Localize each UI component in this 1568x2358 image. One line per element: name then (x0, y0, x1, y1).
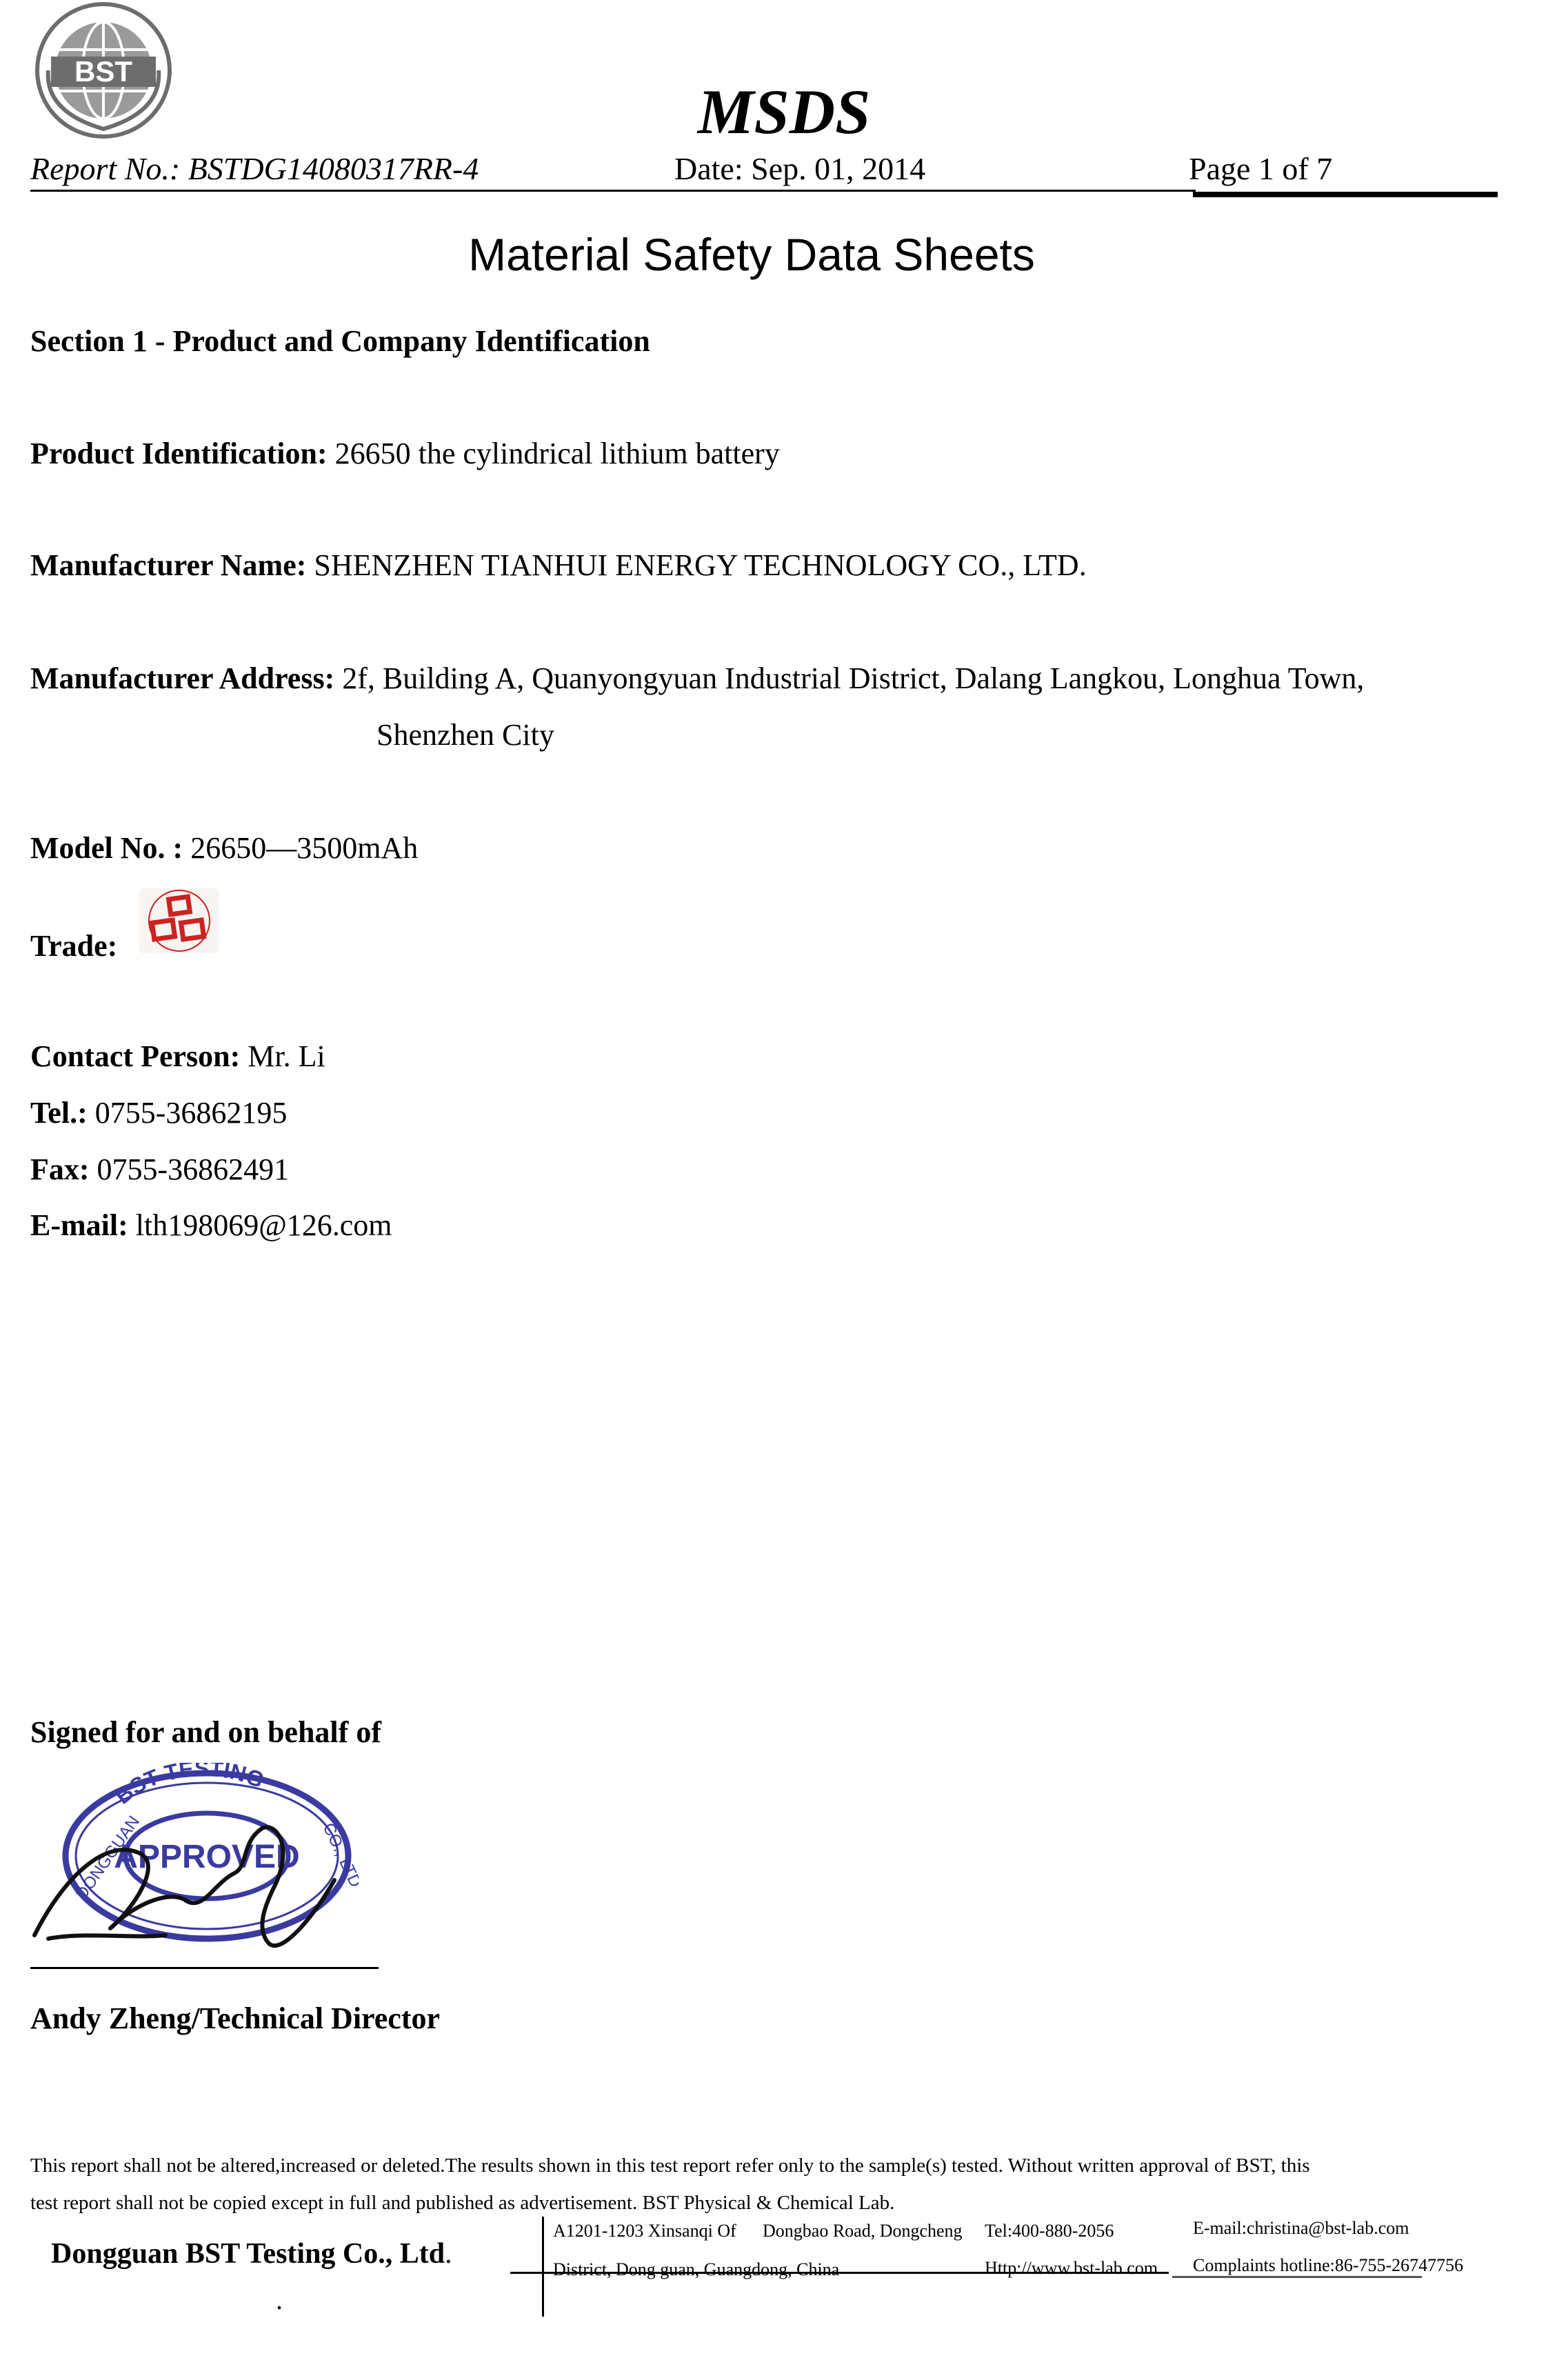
footer-rule-right (1172, 2276, 1422, 2278)
company-period: . (445, 2238, 452, 2270)
section-heading: Section 1 - Product and Company Identification (30, 324, 650, 358)
field-label: Tel.: (30, 1096, 88, 1130)
manufacturer-address (30, 663, 1364, 694)
stamp-top-text: BST TESTING (110, 1763, 268, 1809)
page-number: Page 1 of 7 (1189, 151, 1333, 186)
document-title: Material Safety Data Sheets (468, 229, 1035, 280)
disclaimer-line-1: This report shall not be altered,increased or deleted.The results shown in this test report refer only to the sample(s) tested. Without written approval of BST, this (30, 2155, 1310, 2177)
field-value: 0755-36862491 (97, 1152, 290, 1186)
manufacturer-name (30, 550, 1087, 581)
fax (30, 1152, 290, 1186)
field-value: 26650—3500mAh (190, 831, 419, 865)
field-value: lth198069@126.com (135, 1208, 392, 1242)
field-value: 26650 the cylindrical lithium battery (334, 437, 780, 470)
footer-dot: . (276, 2284, 283, 2315)
email (30, 1210, 392, 1241)
header-rule-thick (1193, 192, 1498, 197)
stamp-left-text: DONGGUAN (72, 1812, 143, 1904)
trade-mark-logo (138, 887, 221, 955)
approved-stamp (28, 1763, 359, 1949)
field-value: 2f, Building A, Quanyongyuan Industrial District, Dalang Langkou, Longhua Town, (342, 661, 1365, 695)
telephone (30, 1098, 287, 1128)
footer-vertical-rule (542, 2217, 544, 2317)
footer-address-2: District, Dong guan, Guangdong, China (553, 2259, 840, 2279)
footer-tel: Tel:400-880-2056 (985, 2221, 1114, 2241)
footer-address-1b: Dongbao Road, Dongcheng (763, 2221, 963, 2241)
signed-for-label: Signed for and on behalf of (30, 1715, 381, 1749)
footer-email: E-mail:christina@bst-lab.com (1193, 2218, 1409, 2238)
signature-line (30, 1967, 379, 1969)
footer-company (51, 2239, 452, 2268)
report-date: Date: Sep. 01, 2014 (674, 151, 926, 186)
stamp-center-text: APPROVED (114, 1839, 300, 1875)
field-value: SHENZHEN TIANHUI ENERGY TECHNOLOGY CO., LTD. (314, 548, 1087, 582)
field-label: Model No. : (30, 831, 183, 865)
stamp-right-text: CO., LTD (319, 1820, 359, 1890)
footer-address-1a: A1201-1203 Xinsanqi Of (553, 2221, 736, 2241)
report-number: Report No.: BSTDG14080317RR-4 (30, 151, 479, 186)
manufacturer-address-line2: Shenzhen City (376, 718, 554, 752)
model-number (30, 833, 418, 863)
field-label: Product Identification: (30, 437, 328, 470)
msds-title: MSDS (697, 77, 871, 147)
header-rule (30, 190, 1196, 192)
contact-person (30, 1041, 325, 1072)
logo-text: BST (74, 55, 132, 88)
field-label: E-mail: (30, 1208, 128, 1242)
svg-text:BST TESTING (110, 1763, 268, 1809)
field-value: Mr. Li (248, 1039, 325, 1073)
disclaimer-line-2: test report shall not be copied except in full and published as advertisement. BST Physical & Chemical Lab. (30, 2192, 895, 2214)
field-value: 0755-36862195 (94, 1096, 288, 1130)
field-label: Fax: (30, 1152, 90, 1186)
field-label: Manufacturer Name: (30, 548, 307, 582)
footer-hotline: Complaints hotline:86-755-26747756 (1193, 2255, 1464, 2275)
field-label: Contact Person: (30, 1039, 241, 1073)
product-identification (30, 439, 780, 469)
field-label: Manufacturer Address: (30, 661, 335, 695)
company-name: Dongguan BST Testing Co., Ltd (51, 2238, 445, 2270)
signer-name: Andy Zheng/Technical Director (30, 2001, 441, 2035)
trade-label: Trade: (30, 929, 118, 963)
footer-website: Http://www.bst-lab.com (985, 2258, 1158, 2278)
